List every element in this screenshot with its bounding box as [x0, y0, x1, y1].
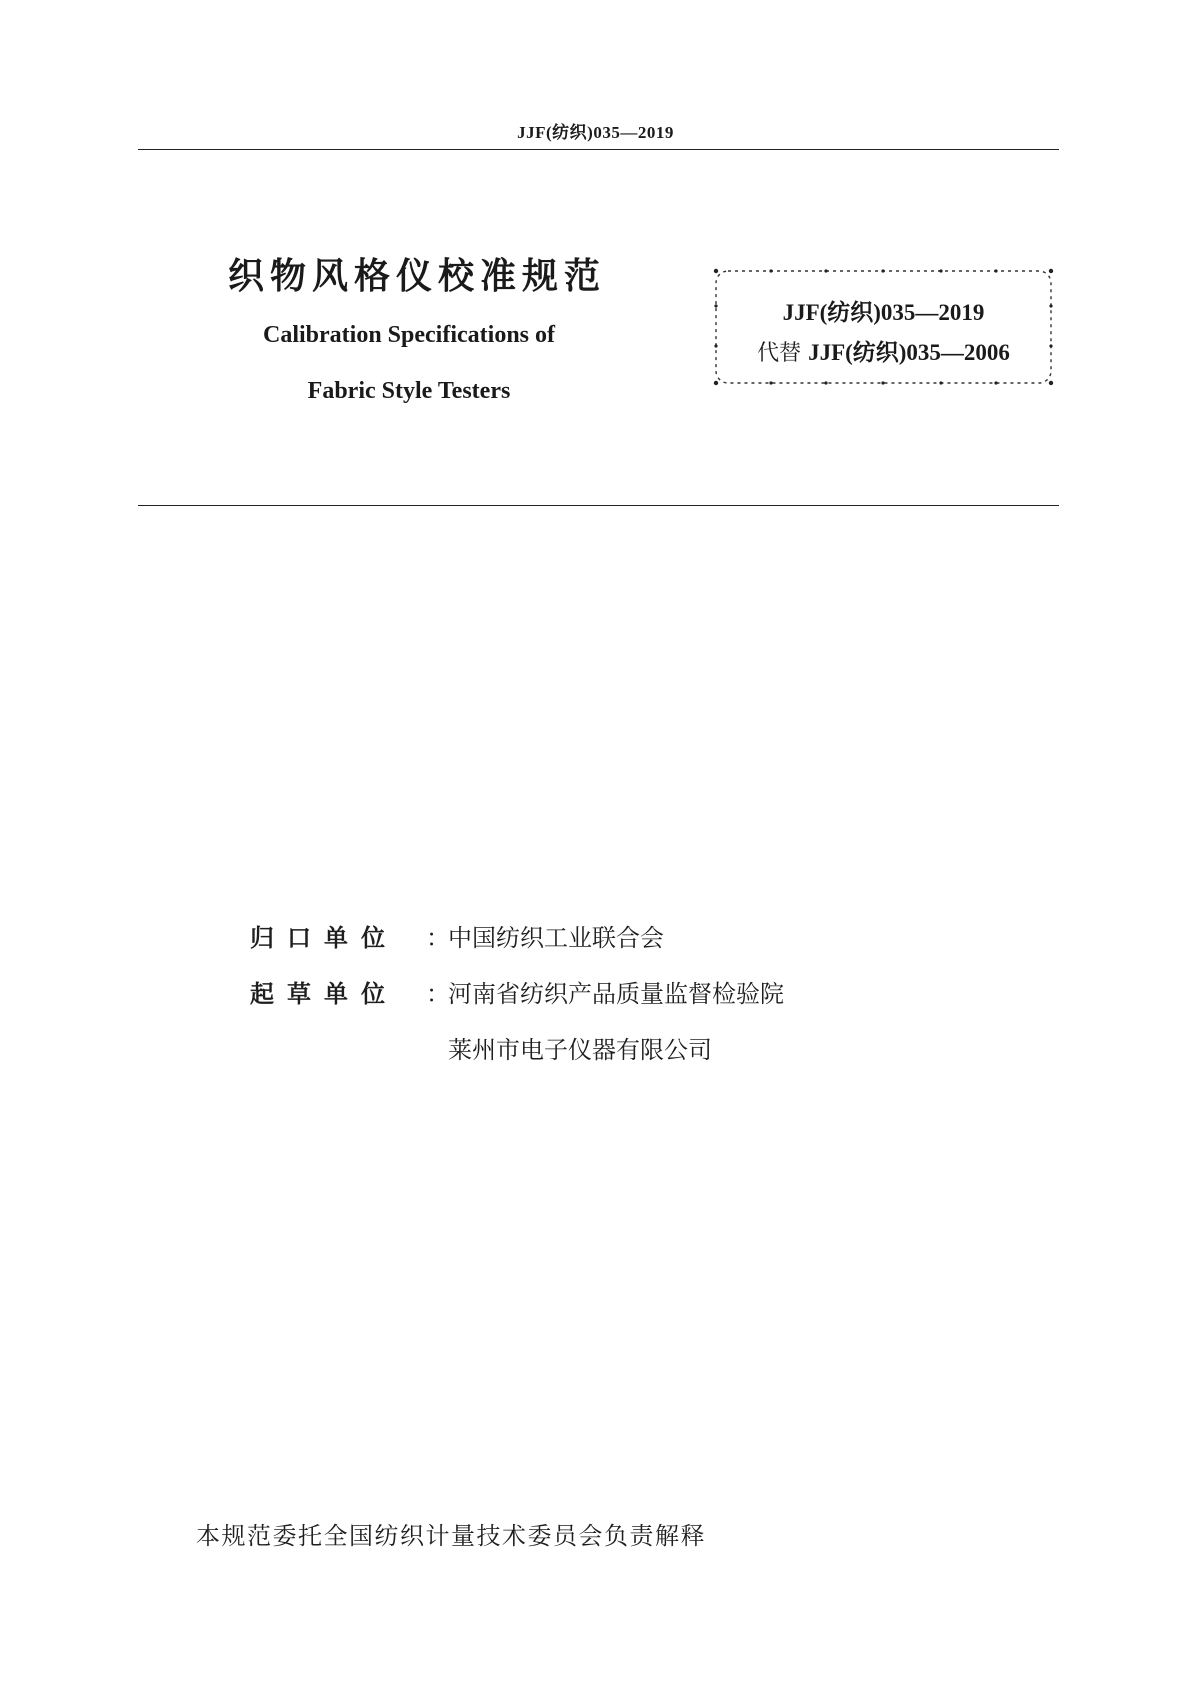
ornamental-border: [711, 266, 1056, 388]
title-english-line-1: Calibration Specifications of: [263, 322, 555, 348]
drafting-unit-value-2: 莱州市电子仪器有限公司: [448, 1036, 712, 1064]
drafting-unit-label: 起草单位: [250, 980, 398, 1008]
standard-code-box: [711, 266, 1056, 388]
title-divider: [138, 505, 1059, 506]
replaces-prefix: 代替: [757, 341, 809, 366]
interpretation-note: 本规范委托全国纺织计量技术委员会负责解释: [196, 1522, 706, 1550]
centralized-unit-row: 归口单位 ： 中国纺织工业联合会: [250, 918, 446, 974]
centralized-unit-label: 归口单位: [250, 924, 398, 952]
centralized-unit-value: 中国纺织工业联合会: [448, 924, 664, 952]
current-standard-code: JJF(纺织)035—2019: [782, 300, 985, 325]
header-standard-code: JJF(纺织)035—2019: [517, 123, 674, 142]
replaced-standard-line: [711, 334, 1056, 367]
title-chinese: 织物风格仪校准规范: [228, 256, 607, 297]
header-divider: [138, 149, 1059, 150]
replaced-standard-code: JJF(纺织)035—2006: [808, 340, 1010, 365]
drafting-unit-row-2: [250, 1030, 712, 1086]
drafting-unit-value-1: 河南省纺织产品质量监督检验院: [448, 980, 784, 1008]
drafting-unit-row: 起草单位 ： 河南省纺织产品质量监督检验院: [250, 974, 446, 1030]
title-english-line-2: Fabric Style Testers: [307, 378, 511, 404]
organizations-block: [250, 918, 784, 1086]
